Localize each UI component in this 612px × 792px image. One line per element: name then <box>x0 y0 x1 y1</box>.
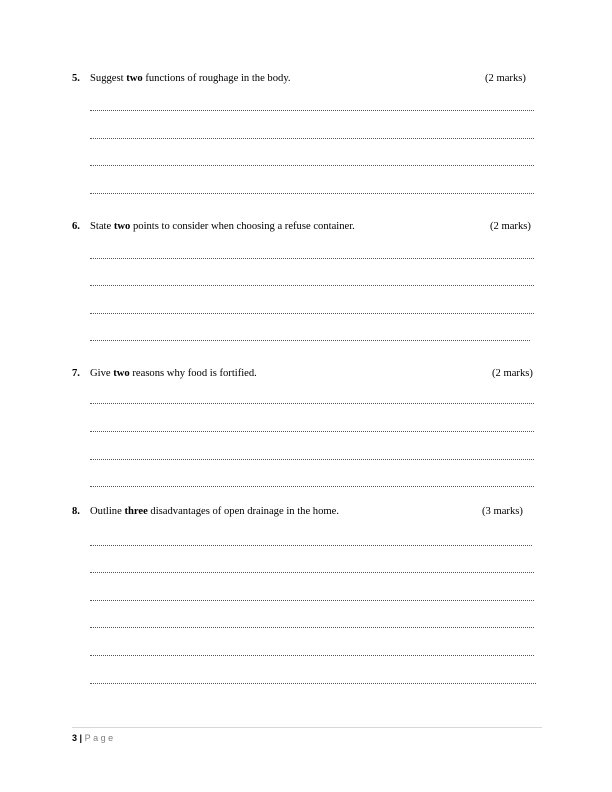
question-6-header <box>72 220 542 234</box>
question-text-bold: three <box>124 506 148 517</box>
answer-line[interactable] <box>90 138 534 139</box>
answer-line[interactable] <box>90 340 530 341</box>
footer-separator: | <box>79 733 83 743</box>
answer-line[interactable] <box>90 403 534 404</box>
answer-line[interactable] <box>90 572 534 573</box>
answer-line[interactable] <box>90 313 534 314</box>
question-marks: (2 marks) <box>492 368 533 379</box>
question-7 <box>72 367 542 492</box>
question-text-post: functions of roughage in the body. <box>142 73 291 84</box>
answer-line[interactable] <box>90 545 532 546</box>
question-number: 8. <box>72 506 80 517</box>
question-text-post: points to consider when choosing a refuse container. <box>130 221 355 232</box>
answer-line[interactable] <box>90 258 534 259</box>
question-7-header <box>72 367 542 381</box>
question-6 <box>72 220 542 345</box>
question-text-post: disadvantages of open drainage in the home. <box>147 506 339 517</box>
question-text-post: reasons why food is fortified. <box>129 368 257 379</box>
question-5-header <box>72 72 542 86</box>
answer-line[interactable] <box>90 193 534 194</box>
page-number: 3 <box>72 733 78 743</box>
question-number: 5. <box>72 73 80 84</box>
page-word: Page <box>84 733 116 743</box>
answer-line[interactable] <box>90 683 536 684</box>
question-text <box>90 367 257 381</box>
answer-line[interactable] <box>90 655 534 656</box>
answer-line[interactable] <box>90 431 534 432</box>
answer-line[interactable] <box>90 110 534 111</box>
question-number: 7. <box>72 368 80 379</box>
question-text-pre: Give <box>90 368 114 379</box>
question-text-pre: Outline <box>90 506 125 517</box>
answer-line[interactable] <box>90 285 534 286</box>
question-marks: (2 marks) <box>485 73 526 84</box>
question-8 <box>72 505 542 690</box>
question-text-pre: State <box>90 221 114 232</box>
question-marks: (2 marks) <box>490 221 531 232</box>
question-text-bold: two <box>113 368 130 379</box>
answer-line[interactable] <box>90 627 534 628</box>
question-marks: (3 marks) <box>482 506 523 517</box>
answer-line[interactable] <box>90 165 534 166</box>
page-label <box>72 732 116 744</box>
question-text-bold: two <box>113 221 131 232</box>
page-footer <box>72 727 542 743</box>
question-text-pre: Suggest <box>90 73 127 84</box>
question-text <box>90 72 291 86</box>
answer-line[interactable] <box>90 600 534 601</box>
question-text <box>90 220 355 234</box>
question-8-header <box>72 505 542 519</box>
answer-line[interactable] <box>90 459 534 460</box>
question-5 <box>72 72 542 197</box>
question-number: 6. <box>72 221 80 232</box>
question-text <box>90 505 339 519</box>
question-text-bold: two <box>126 73 143 84</box>
answer-line[interactable] <box>90 486 534 487</box>
